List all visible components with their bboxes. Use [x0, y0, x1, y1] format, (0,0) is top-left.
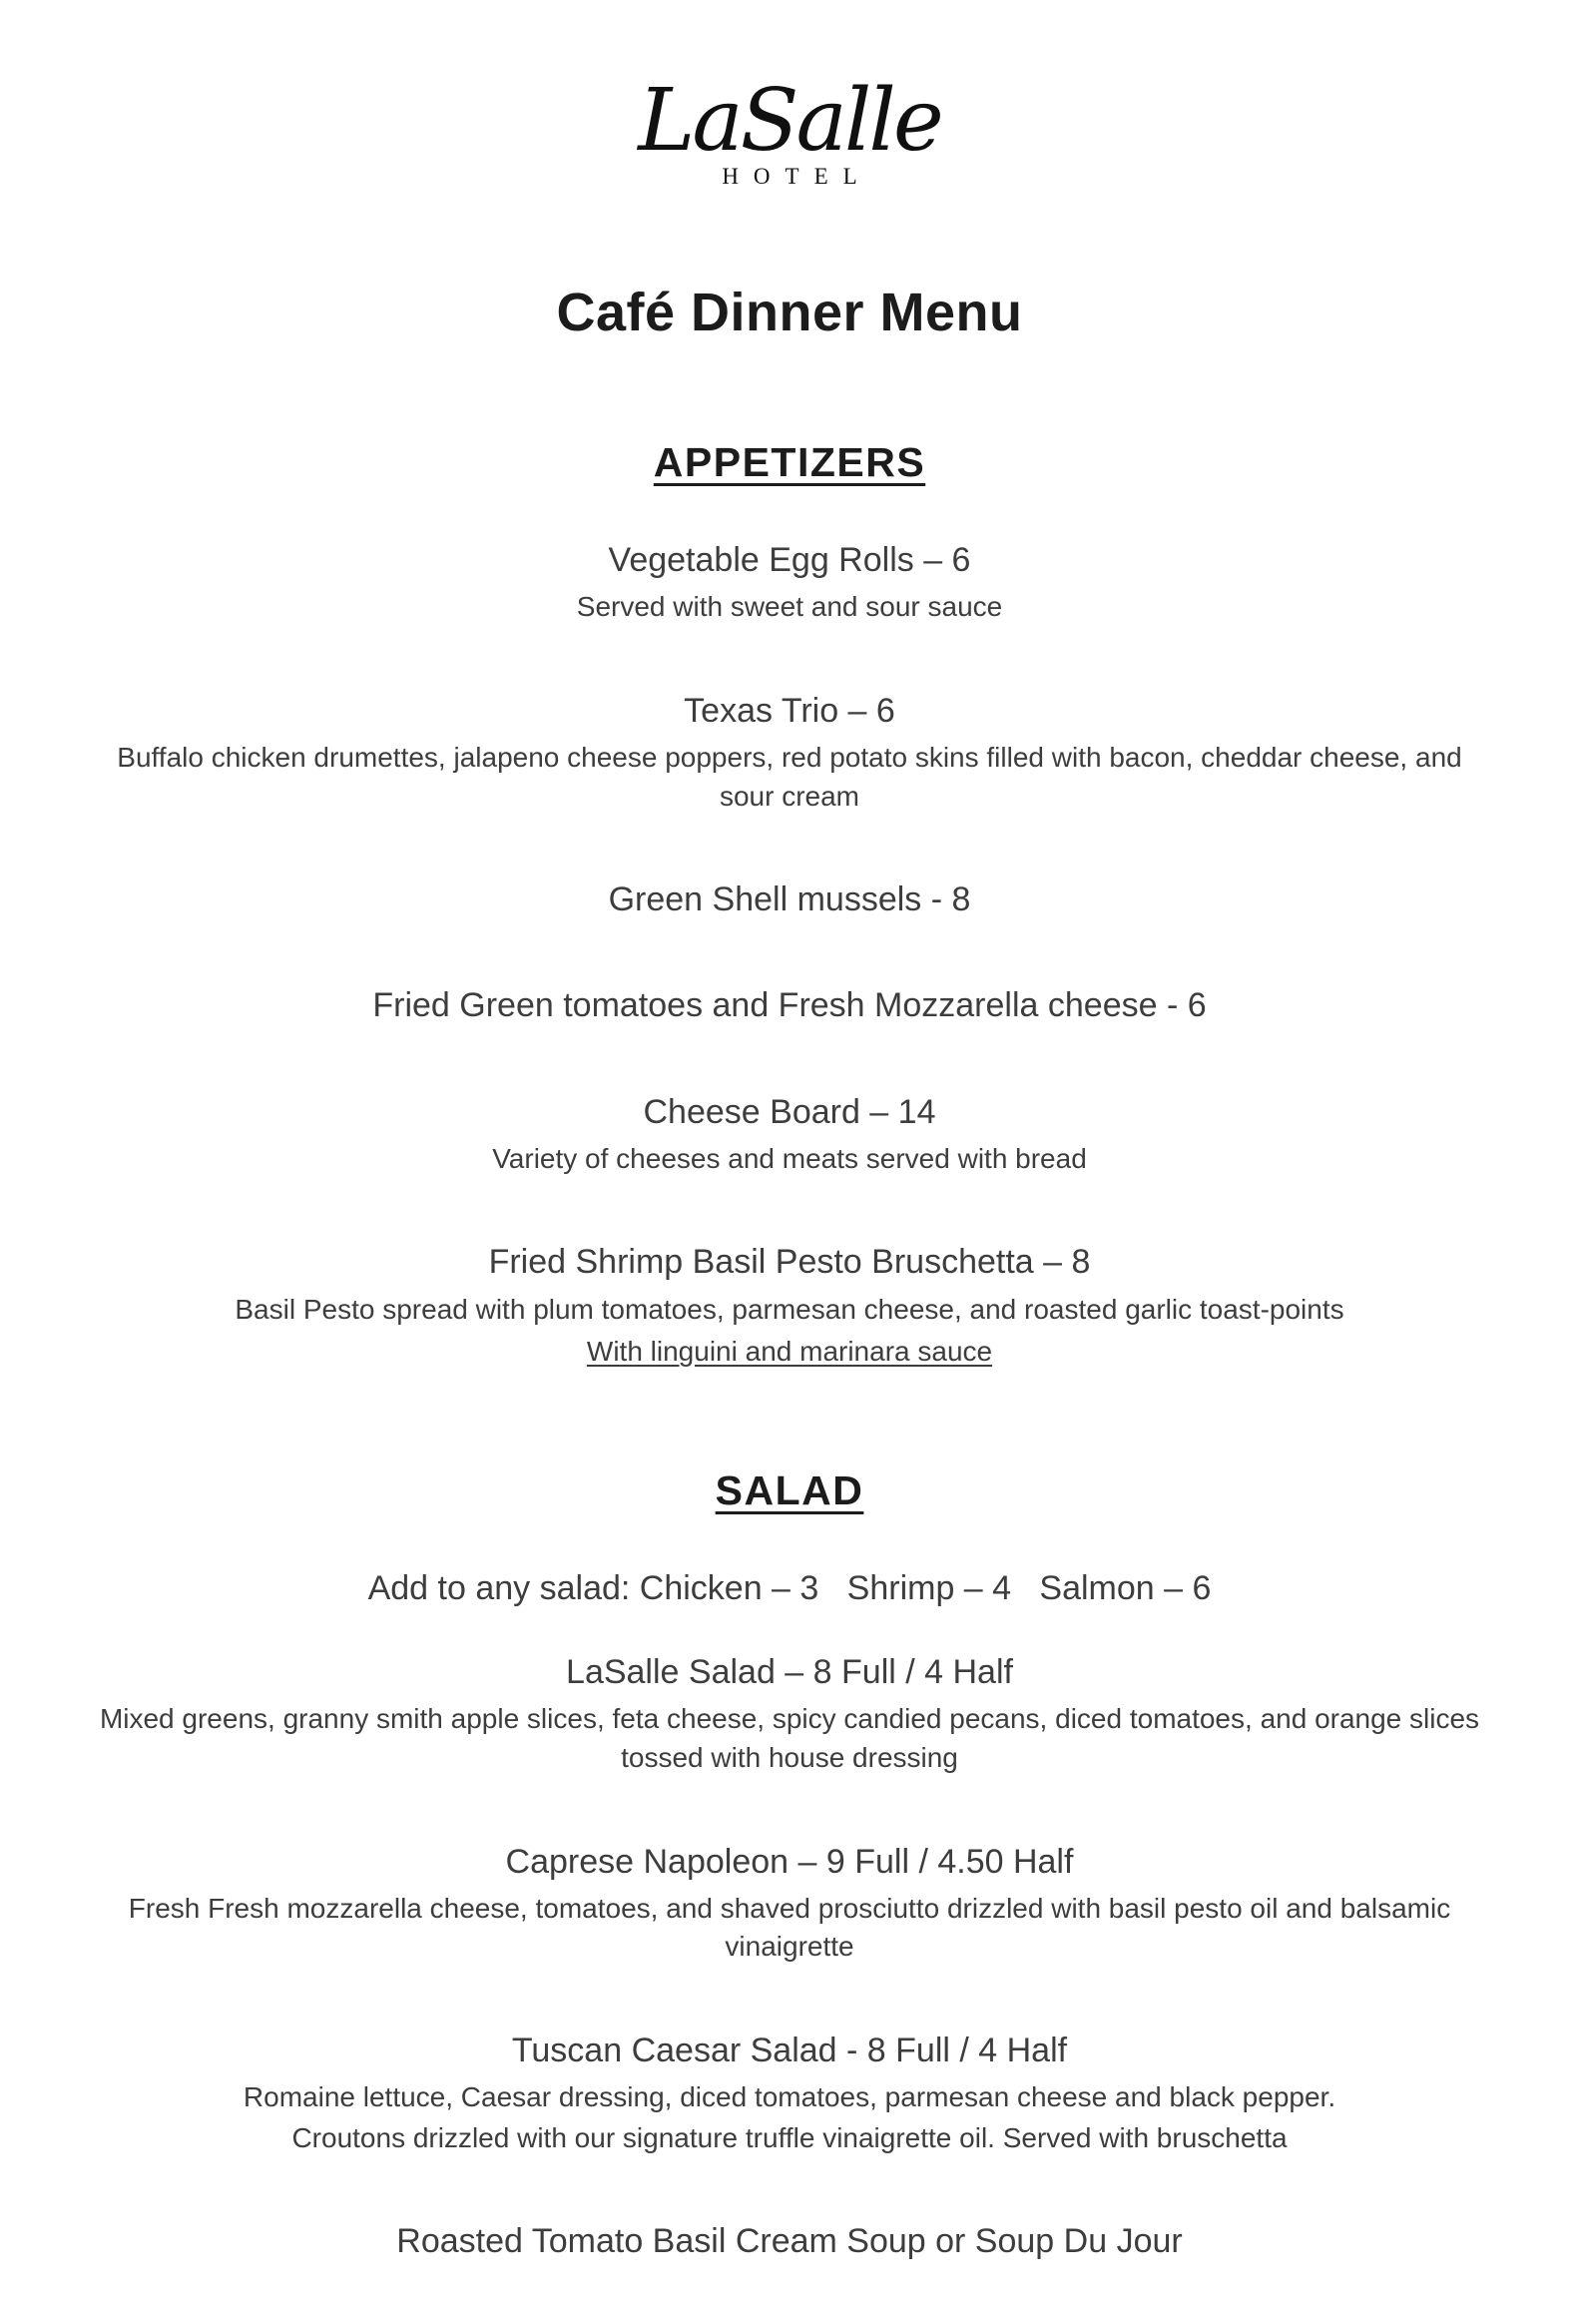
menu-item	[60, 2029, 1519, 2157]
menu-item	[60, 1090, 1519, 1179]
menu-item-add-ons	[60, 1566, 1519, 1610]
menu-item-desc: Served with sweet and sour sauce	[576, 591, 1003, 623]
menu-item-name: Cheese Board – 14	[643, 1092, 936, 1131]
menu-item-name: LaSalle Salad – 8 Full / 4 Half	[566, 1653, 1013, 1692]
menu-item-name: Green Shell mussels - 8	[608, 880, 971, 919]
menu-item-name: Fried Green tomatoes and Fresh Mozzarella cheese - 6	[372, 986, 1207, 1025]
menu-item	[60, 538, 1519, 627]
menu-item-name: Caprese Napoleon – 9 Full / 4.50 Half	[505, 1842, 1074, 1881]
menu-item-desc: Fresh Fresh mozzarella cheese, tomatoes, and shaved prosciutto drizzled with basil pesto oil and balsamic vinaigrette	[128, 1892, 1451, 1963]
section-heading-salad: SALAD	[715, 1466, 864, 1513]
menu-item	[60, 1650, 1519, 1777]
menu-item-name: Fried Shrimp Basil Pesto Bruschetta – 8	[488, 1243, 1091, 1282]
menu-item-desc: Mixed greens, granny smith apple slices, feta cheese, spicy candied pecans, diced tomatoes, and orange slices tossed with house dressing	[99, 1703, 1480, 1773]
section-salad	[60, 1467, 1519, 2264]
menu-item	[60, 1840, 1519, 1967]
menu-item-name: Vegetable Egg Rolls – 6	[608, 541, 971, 579]
menu-item-underlined-note: With linguini and marinara sauce	[586, 1336, 993, 1368]
menu-item-desc: Variety of cheeses and meats served with bread	[492, 1142, 1087, 1174]
section-heading-appetizers: APPETIZERS	[653, 439, 926, 485]
menu-item-desc: Buffalo chicken drumettes, jalapeno cheese poppers, red potato skins filled with bacon, cheddar cheese, and sour cream	[117, 742, 1462, 812]
logo-hotel-text: HOTEL	[722, 164, 872, 189]
menu-item	[60, 689, 1519, 816]
menu-item-name: Texas Trio – 6	[684, 691, 895, 730]
menu-title: Café Dinner Menu	[556, 283, 1023, 342]
menu-item-name: Roasted Tomato Basil Cream Soup or Soup Du Jour	[396, 2222, 1183, 2261]
menu-item	[60, 877, 1519, 921]
menu-item-name: Add to any salad: Chicken – 3 Shrimp – 4 Salmon – 6	[367, 1568, 1212, 1607]
menu-item	[60, 1240, 1519, 1371]
section-appetizers	[60, 439, 1519, 1372]
menu-item-desc: Basil Pesto spread with plum tomatoes, parmesan cheese, and roasted garlic toast-points	[235, 1293, 1344, 1325]
menu-item	[60, 983, 1519, 1027]
hotel-logo	[60, 71, 1519, 190]
menu-item	[60, 2219, 1519, 2263]
menu-item-desc: Croutons drizzled with our signature truffle vinaigrette oil. Served with bruschetta	[291, 2121, 1288, 2153]
menu-item-desc: Romaine lettuce, Caesar dressing, diced tomatoes, parmesan cheese and black pepper.	[243, 2081, 1336, 2113]
logo-script-text: LaSalle	[638, 71, 941, 171]
menu-item-name: Tuscan Caesar Salad - 8 Full / 4 Half	[511, 2031, 1068, 2069]
